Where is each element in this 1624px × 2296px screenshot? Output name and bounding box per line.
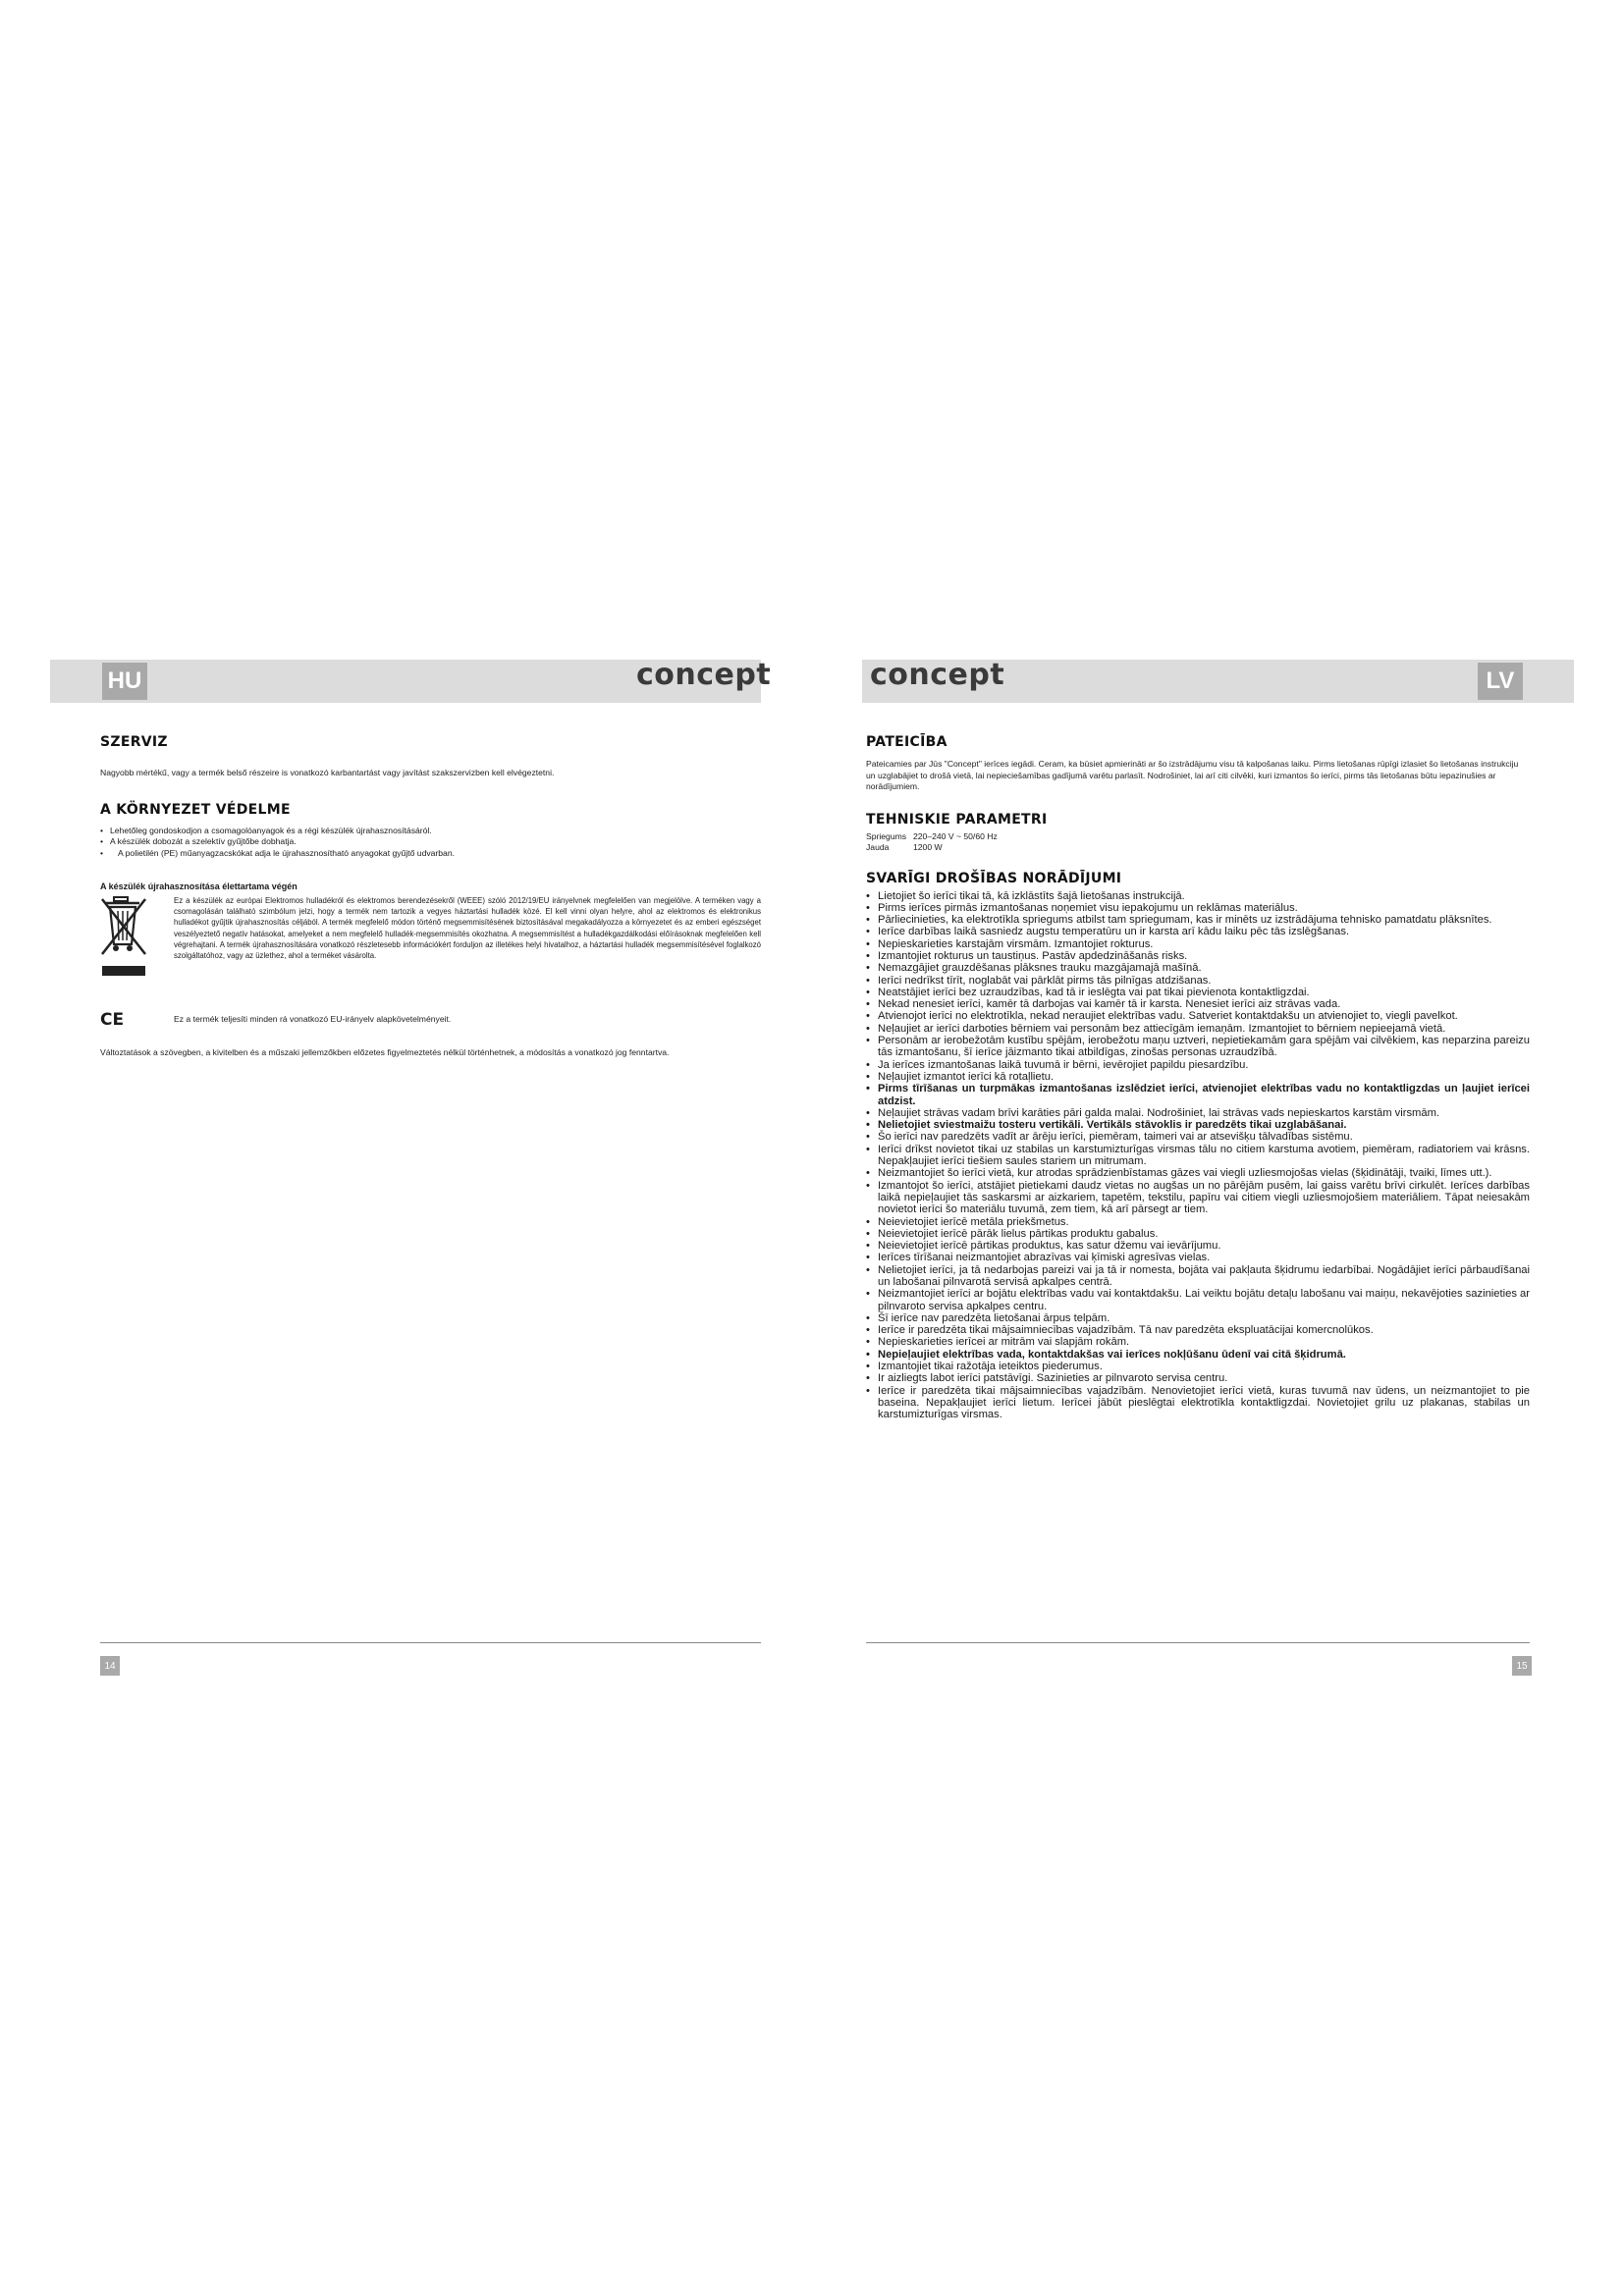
param-key: Spriegums: [866, 830, 907, 841]
footer-rule-right: [866, 1642, 1530, 1643]
ce-text: Ez a termék teljesíti minden rá vonatkozó EU-irányelv alapkövetelményeit.: [174, 1014, 452, 1025]
service-title: SZERVIZ: [100, 734, 168, 750]
safety-item: • Neievietojiet ierīcē pārāk lielus pārtikas produktu gabalus.: [866, 1228, 1530, 1240]
safety-item: • Ir aizliegts labot ierīci patstāvīgi. Sazinieties ar pilnvaroto servisa centru.: [866, 1372, 1530, 1384]
page-left: [100, 734, 761, 1059]
safety-item: • Izmantojiet tikai ražotāja ieteiktos piederumus.: [866, 1361, 1530, 1372]
weee-title: A készülék újrahasznosítása élettartama végén: [100, 881, 298, 891]
safety-item: • Nepieļaujiet elektrības vada, kontaktdakšas vai ierīces nokļūšanu ūdenī vai citā šķidrumā.: [866, 1349, 1530, 1361]
safety-list: [866, 890, 1530, 1421]
safety-item: • Neievietojiet ierīcē pārtikas produktus, kas satur džemu vai ievārījumu.: [866, 1240, 1530, 1252]
safety-item: • Šī ierīce nav paredzēta lietošanai ārpus telpām.: [866, 1312, 1530, 1324]
page-number-right: 15: [1512, 1656, 1532, 1676]
brand-logo-left: concept: [636, 658, 772, 692]
weee-crossed-bin-icon: [100, 895, 174, 988]
safety-item: • Neļaujiet ar ierīci darboties bērniem vai personām bez attiecīgām iemaņām. Izmantojiet to bērniem nepieejamā vietā.: [866, 1023, 1530, 1035]
safety-item: • Šo ierīci nav paredzēts vadīt ar ārēju ierīci, piemēram, taimeri vai ar atsevišķu tālvadības sistēmu.: [866, 1131, 1530, 1143]
service-text: Nagyobb mértékű, vagy a termék belső részeire is vonatkozó karbantartást vagy javítást szakszervizben kell elvégeztetni.: [100, 768, 555, 777]
safety-item: • Ierīce ir paredzēta tikai mājsaimniecības vajadzībām. Nenovietojiet ierīci vietā, kuras tuvumā nav ūdens, un neizmantojiet to pie baseina. Nepakļaujiet ierīci lietum. Ierīcei jābūt pieslēgtai elektrotīkla kontaktligzdai. Novietojiet grilu uz plakanas, stabilas un karstumizturīgas virsmas.: [866, 1385, 1530, 1421]
safety-item: • Nelietojiet sviestmaižu tosteru vertikāli. Vertikāls stāvoklis ir paredzēts tikai uzglabāšanai.: [866, 1119, 1530, 1131]
brand-logo-right: concept: [870, 658, 1005, 692]
param-key: Jauda: [866, 841, 890, 852]
safety-item: • Atvienojot ierīci no elektrotīkla, nekad neraujiet elektrības vadu. Satveriet kontaktdakšu un atvienojiet to, viegli pavelkot.: [866, 1010, 1530, 1022]
list-item: • A készülék dobozát a szelektív gyűjtőbe dobhatja.: [100, 836, 761, 848]
tech-title: TEHNISKIE PARAMETRI: [866, 811, 1048, 828]
footer-rule-left: [100, 1642, 761, 1643]
thanks-title: PATEICĪBA: [866, 734, 947, 750]
ce-mark-icon: CE: [100, 1010, 125, 1030]
safety-item: • Pārliecinieties, ka elektrotīkla spriegums atbilst tam spriegumam, kas ir minēts uz izstrādājuma tehnisko pamatdatu plāksnītes.: [866, 914, 1530, 926]
safety-item: • Neatstājiet ierīci bez uzraudzības, kad tā ir ieslēgta vai pat tikai pievienota kontaktligzdai.: [866, 987, 1530, 998]
safety-item: • Ierīces tīrīšanai neizmantojiet abrazīvas vai ķīmiski agresīvas vielas.: [866, 1252, 1530, 1263]
safety-item: • Ierīci nedrīkst tīrīt, noglabāt vai pārklāt pirms tās pilnīgas atdzišanas.: [866, 975, 1530, 987]
environment-list: [100, 826, 761, 860]
environment-title: A KÖRNYEZET VÉDELME: [100, 801, 291, 818]
language-badge-hu: HU: [102, 663, 147, 700]
safety-item: • Personām ar ierobežotām kustību spējām, ierobežotu maņu uztveri, nepietiekamām gara spējām vai cilvēkiem, kas neparzina pareizu tās izmantošanu, šī ierīce jāizmanto tikai atbildīgas, zinošas personas uzraudzībā.: [866, 1035, 1530, 1059]
safety-item: • Nekad nenesiet ierīci, kamēr tā darbojas vai kamēr tā ir karsta. Nenesiet ierīci aiz strāvas vada.: [866, 998, 1530, 1010]
safety-item: • Ierīce ir paredzēta tikai mājsaimniecības vajadzībām. Tā nav paredzēta ekspluatācijai komercnolūkos.: [866, 1324, 1530, 1336]
safety-item: • Nepieskarieties karstajām virsmām. Izmantojiet rokturus.: [866, 938, 1530, 950]
page-number-left: 14: [100, 1656, 120, 1676]
ce-section: [100, 1010, 761, 1030]
safety-item: • Neļaujiet strāvas vadam brīvi karāties pāri galda malai. Nodrošiniet, lai strāvas vads nepieskartos karstām virsmām.: [866, 1107, 1530, 1119]
safety-item: • Lietojiet šo ierīci tikai tā, kā izklāstīts šajā lietošanas instrukcijā.: [866, 890, 1530, 902]
disclaimer-text: Változtatások a szövegben, a kivitelben és a műszaki jellemzőkben előzetes figyelmeztetés nélkül történhetnek, a módosítás a vonatkozó jog fenntartva.: [100, 1047, 670, 1057]
safety-item: • Ierīce darbības laikā sasniedz augstu temperatūru un ir karsta arī kādu laiku pēc tās izslēgšanas.: [866, 926, 1530, 937]
safety-item: • Ierīci drīkst novietot tikai uz stabilas un karstumizturīgas virsmas tālu no citiem karstuma avotiem, piemēram, radiatoriem vai krāsns. Nepakļaujiet ierīci tiešiem saules stariem un mitrumam.: [866, 1144, 1530, 1168]
safety-item: • Nemazgājiet grauzdēšanas plāksnes trauku mazgājamajā mašīnā.: [866, 962, 1530, 974]
safety-item: • Pirms ierīces pirmās izmantošanas noņemiet visu iepakojumu un reklāmas materiālus.: [866, 902, 1530, 914]
tech-params: [866, 831, 1530, 853]
safety-item: • Nelietojiet ierīci, ja tā nedarbojas pareizi vai ja tā ir nomesta, bojāta vai pakļauta šķidrumu iedarbībai. Nogādājiet ierīci pārbaudīšanai un labošanai pilnvarotā servisā apkalpes centrā.: [866, 1264, 1530, 1289]
safety-item: • Neievietojiet ierīcē metāla priekšmetus.: [866, 1216, 1530, 1228]
thanks-text: Pateicamies par Jūs "Concept" ierīces iegādi. Ceram, ka būsiet apmierināti ar šo izstrādājumu visu tā kalpošanas laiku. Pirms lietošanas rūpīgi izlasiet šo lietošanas instrukciju un uzglabājiet to drošā vietā, lai nepieciešamības gadījumā varētu parlasīt. Nodrošiniet, lai arī citi cilvēki, kuri izmantos šo ierīci, pirms tās lietošanas būtu iepazinušies ar norādījumiem.: [866, 759, 1519, 791]
list-item: • A polietilén (PE) műanyagzacskókat adja le újrahasznosítható anyagokat gyűjtő udvarban.: [100, 848, 761, 860]
param-value: 1200 W: [913, 841, 943, 852]
safety-item: • Pirms tīrīšanas un turpmākas izmantošanas izslēdziet ierīci, atvienojiet elektrības vadu no kontaktligzdas un ļaujiet ierīcei atdzist.: [866, 1083, 1530, 1107]
safety-item: • Nepieskarieties ierīcei ar mitrām vai slapjām rokām.: [866, 1336, 1530, 1348]
safety-item: • Neizmantojiet ierīci ar bojātu elektrības vadu vai kontaktdakšu. Lai veiktu bojātu detaļu labošanu vai maiņu, nekavējoties sazinieties ar pilnvaroto servisa apkalpes centru.: [866, 1288, 1530, 1312]
weee-section: [100, 881, 761, 988]
page-right: [866, 734, 1530, 1421]
param-row: [866, 831, 1530, 842]
param-value: 220–240 V ~ 50/60 Hz: [913, 830, 998, 841]
param-row: [866, 842, 1530, 853]
safety-item: • Izmantojot šo ierīci, atstājiet pietiekami daudz vietas no augšas un no pārējām pusēm, lai gaiss varētu brīvi cirkulēt. Ierīces darbības laikā nepieļaujiet tās saskarsmi ar aizkariem, tapetēm, tekstilu, papīru vai citiem viegli uzliesmojošiem materiāliem. Tāpat neiesakām novietot ierīci šo materiālu tuvumā, zem tiem, kā arī pārsegt ar tiem.: [866, 1180, 1530, 1216]
safety-title: SVARĪGI DROŠĪBAS NORĀDĪJUMI: [866, 870, 1122, 886]
weee-text: Ez a készülék az európai Elektromos hulladékról és elektromos berendezésekről (WEEE) szóló 2012/19/EU irányelvnek megfelelően van megjelölve. A terméken vagy a csomagolásán található szimbólum jelzi, hogy a termék nem tartozik a vegyes háztartási hulladék közé. El kell vinni olyan helyre, ahol az elektromos és elektronikus hulladékot gyűjtik újrahasznosítás céljából. A termék megfelelő módon történő megsemmisítésének biztosításával megakadályozza a környezetet és az emberi egészséget veszélyeztető negatív hatásokat, amelyeket a nem megfelelő hulladék-megsemmisítés okozhatna. A megsemmisítést a hulladékgazdálkodási előírásoknak megfelelően kell végrehajtani. A termék újrahasznosítására vonatkozó részletesebb információkért forduljon az illetékes helyi hivatalhoz, a háztartási hulladék megsemmisítésével foglalkozó szolgáltatóhoz, vagy az üzlethez, ahol a terméket vásárolta.: [174, 896, 761, 961]
safety-item: • Ja ierīces izmantošanas laikā tuvumā ir bērni, ievērojiet papildu piesardzību.: [866, 1059, 1530, 1071]
list-item: • Lehetőleg gondoskodjon a csomagolóanyagok és a régi készülék újrahasznosításáról.: [100, 826, 761, 837]
safety-item: • Neizmantojiet šo ierīci vietā, kur atrodas sprādzienbīstamas gāzes vai viegli uzliesmojošas vielas (šķidinātāji, tvaiki, līmes utt.).: [866, 1167, 1530, 1179]
safety-item: • Neļaujiet izmantot ierīci kā rotaļlietu.: [866, 1071, 1530, 1083]
language-badge-lv: LV: [1478, 663, 1523, 700]
safety-item: • Izmantojiet rokturus un taustiņus. Pastāv apdedzināšanās risks.: [866, 950, 1530, 962]
